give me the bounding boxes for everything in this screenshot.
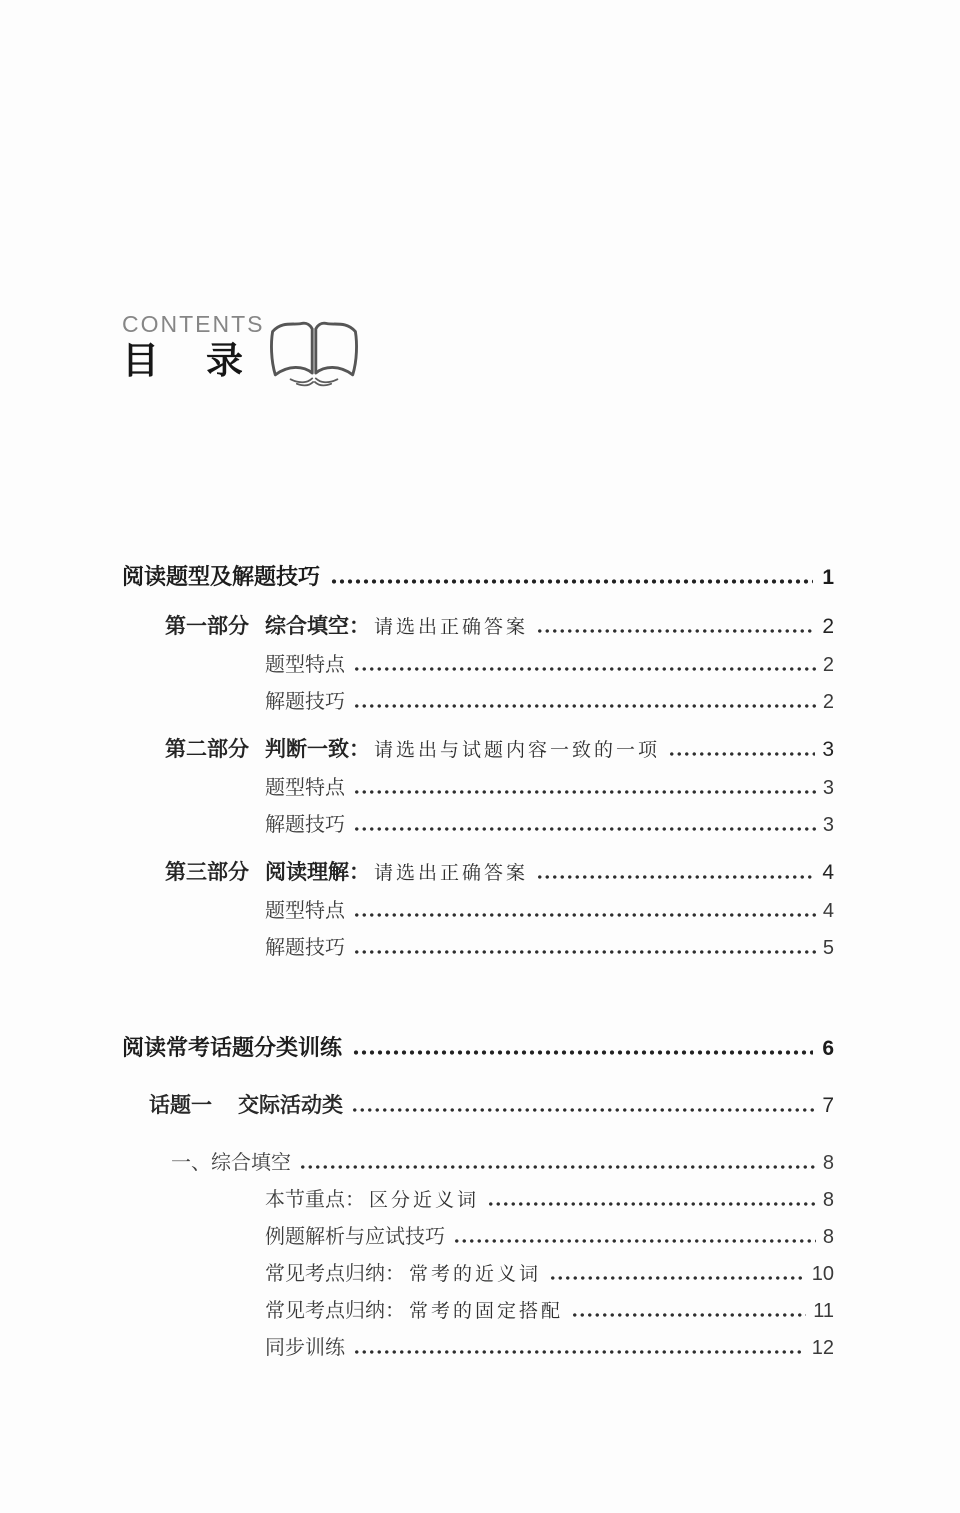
toc-entry-title: 阅读理解： xyxy=(265,861,370,884)
toc-entry-page: 2 xyxy=(822,615,834,638)
toc-entry-title: 题型特点 xyxy=(265,777,345,799)
toc-entry-title: 常见考点归纳： xyxy=(265,1263,405,1285)
toc-entry-title: 一、综合填空 xyxy=(171,1152,291,1174)
toc-entry xyxy=(122,1262,834,1286)
dot-leader xyxy=(353,950,816,954)
dot-leader xyxy=(353,704,816,708)
toc-entry-subtitle: 请选出与试题内容一致的一项 xyxy=(374,739,661,761)
toc-entry-page: 4 xyxy=(822,900,834,922)
toc-entry-page: 3 xyxy=(822,777,834,799)
toc-entry-title: 交际活动类 xyxy=(238,1094,343,1117)
dot-leader xyxy=(549,1276,805,1280)
toc-entry-page: 2 xyxy=(822,654,834,676)
toc-entry-page: 1 xyxy=(822,566,834,589)
dot-leader xyxy=(353,1350,805,1354)
toc-entry-title: 题型特点 xyxy=(265,654,345,676)
toc-entry-page: 6 xyxy=(822,1037,834,1060)
dot-leader xyxy=(352,1050,813,1055)
toc-entry xyxy=(122,1093,834,1119)
toc-entry-page: 3 xyxy=(822,814,834,836)
toc-entry xyxy=(122,1299,834,1323)
toc-entry xyxy=(122,1151,834,1175)
toc-entry xyxy=(122,1188,834,1212)
toc-entry-title: 解题技巧 xyxy=(265,814,345,836)
toc-entry-page: 5 xyxy=(822,937,834,959)
toc-entry xyxy=(122,1034,834,1062)
toc-entry-page: 12 xyxy=(811,1337,834,1359)
toc-entry-prefix: 话题一 xyxy=(149,1094,212,1117)
toc-entry-title: 综合填空： xyxy=(265,615,370,638)
toc-entry-subtitle: 请选出正确答案 xyxy=(374,616,529,638)
toc-entry xyxy=(122,813,834,837)
toc-entry xyxy=(122,860,834,886)
toc-entry-title: 阅读题型及解题技巧 xyxy=(122,564,321,589)
toc-entry-subtitle: 常考的固定搭配 xyxy=(409,1300,564,1322)
toc-entry-title: 常见考点归纳： xyxy=(265,1300,405,1322)
toc-entry xyxy=(122,737,834,763)
dot-leader xyxy=(299,1165,816,1169)
dot-leader xyxy=(353,667,816,671)
dot-leader xyxy=(353,913,816,917)
toc-list xyxy=(122,563,834,1360)
dot-leader xyxy=(536,629,815,633)
toc-entry xyxy=(122,614,834,640)
toc-entry-title: 解题技巧 xyxy=(265,691,345,713)
toc-entry-page: 4 xyxy=(822,861,834,884)
toc-entry-page: 11 xyxy=(813,1300,834,1322)
page-title: 目 录 xyxy=(122,340,248,381)
toc-entry-prefix: 第一部分 xyxy=(165,615,249,638)
toc-entry-subtitle: 区分近义词 xyxy=(369,1189,480,1211)
dot-leader xyxy=(330,579,813,584)
dot-leader xyxy=(487,1202,816,1206)
open-book-icon xyxy=(260,313,368,402)
toc-header xyxy=(122,311,542,401)
toc-entry-title: 解题技巧 xyxy=(265,937,345,959)
dot-leader xyxy=(453,1239,816,1243)
toc-entry-page: 2 xyxy=(822,691,834,713)
toc-entry-page: 10 xyxy=(811,1263,834,1285)
toc-entry-title: 例题解析与应试技巧 xyxy=(265,1226,445,1248)
toc-entry-subtitle: 请选出正确答案 xyxy=(374,862,529,884)
toc-entry-title: 判断一致： xyxy=(265,738,370,761)
toc-entry-page: 8 xyxy=(822,1226,834,1248)
toc-entry-title: 本节重点： xyxy=(265,1189,365,1211)
toc-entry-page: 8 xyxy=(822,1152,834,1174)
dot-leader xyxy=(668,752,815,756)
toc-entry-page: 8 xyxy=(822,1189,834,1211)
toc-entry-prefix: 第三部分 xyxy=(165,861,249,884)
toc-entry xyxy=(122,563,834,591)
toc-entry-prefix: 第二部分 xyxy=(165,738,249,761)
toc-entry xyxy=(122,1336,834,1360)
toc-entry-page: 7 xyxy=(822,1094,834,1117)
dot-leader xyxy=(571,1313,806,1317)
dot-leader xyxy=(353,790,816,794)
toc-entry-title: 阅读常考话题分类训练 xyxy=(122,1035,343,1060)
contents-label: CONTENTS xyxy=(122,311,265,337)
dot-leader xyxy=(351,1108,815,1112)
toc-entry xyxy=(122,653,834,677)
dot-leader xyxy=(353,827,816,831)
toc-entry-page: 3 xyxy=(822,738,834,761)
dot-leader xyxy=(536,875,815,879)
toc-entry xyxy=(122,776,834,800)
toc-entry xyxy=(122,690,834,714)
toc-entry xyxy=(122,1225,834,1249)
toc-entry-title: 题型特点 xyxy=(265,900,345,922)
toc-entry xyxy=(122,899,834,923)
toc-entry-title: 同步训练 xyxy=(265,1337,345,1359)
toc-entry-subtitle: 常考的近义词 xyxy=(409,1263,542,1285)
toc-entry xyxy=(122,936,834,960)
